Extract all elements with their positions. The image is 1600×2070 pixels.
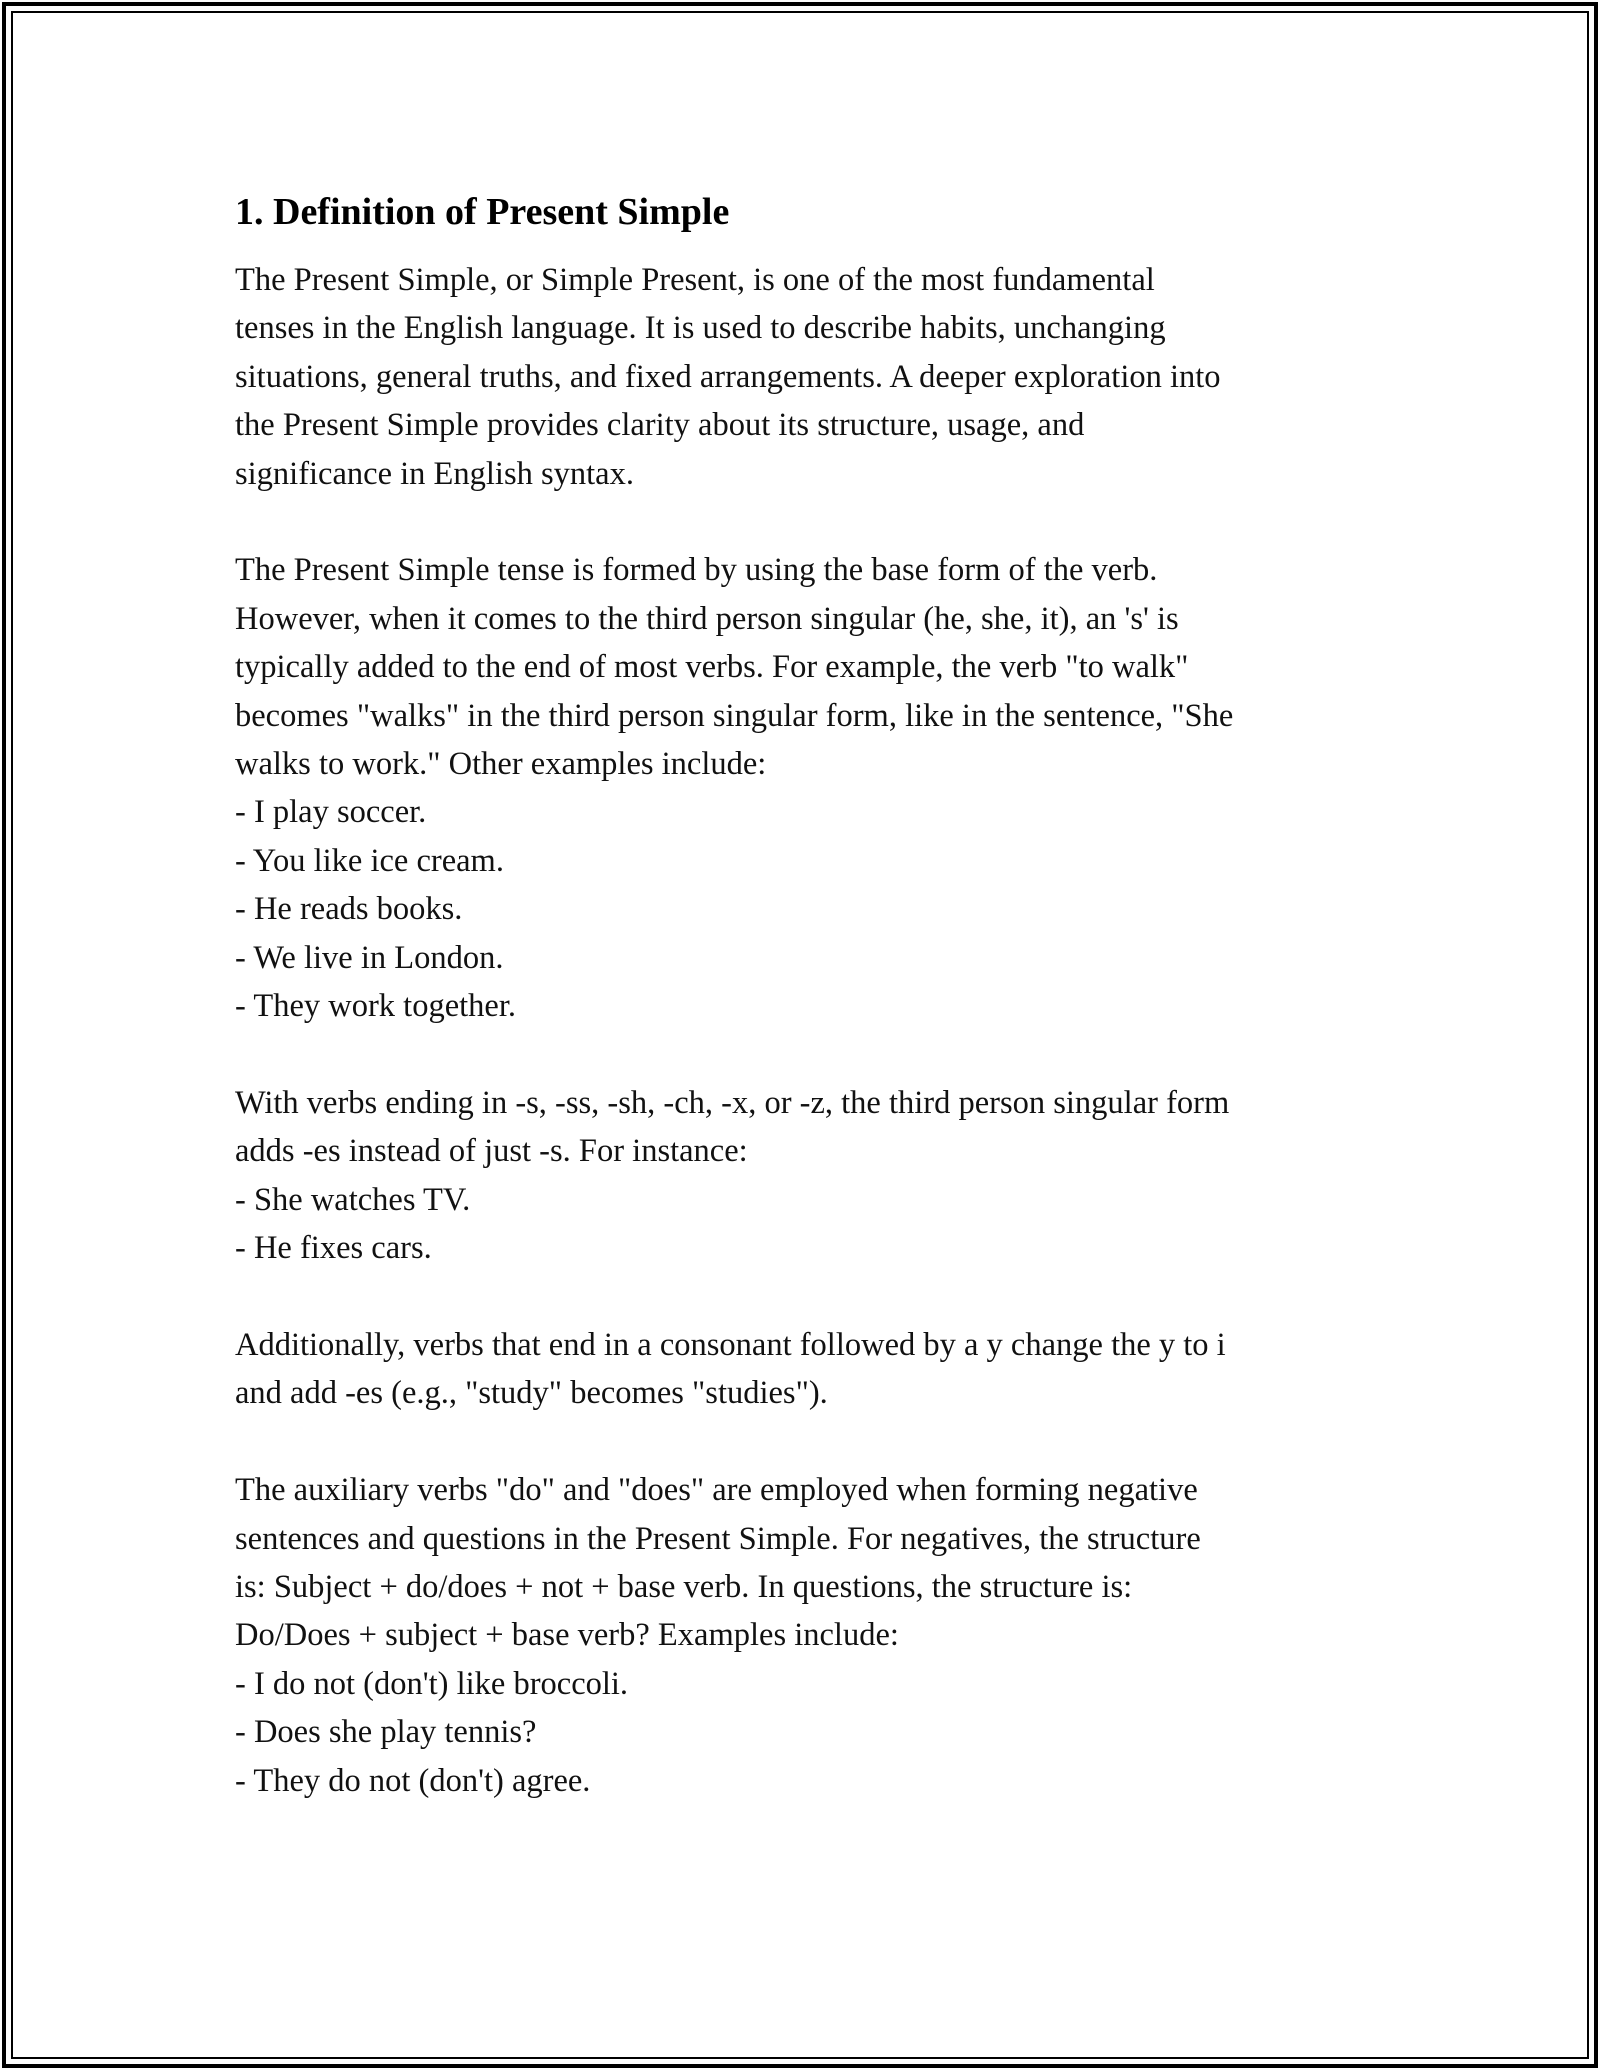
- paragraph-spacer: [235, 1273, 1370, 1321]
- paragraph-formation: The Present Simple tense is formed by using the base form of the verb. However, when it comes to the third person singular (he, she, it), an 's' is typically added to the end of most verbs. For example, the verb "to walk" becomes "walks" in the third person singular form, like in the sentence, "She walks to work." Other examples include: - I play soccer. - You like ice cream. - He reads books. - We live in London. - They work together.: [235, 552, 1234, 1025]
- paragraph-es-endings: With verbs ending in -s, -ss, -sh, -ch, -x, or -z, the third person singular form adds -es instead of just -s. For instance: - She watches TV. - He fixes cars.: [235, 1084, 1230, 1267]
- paragraph-auxiliary-verbs: The auxiliary verbs "do" and "does" are employed when forming negative sentences and questions in the Present Simple. For negatives, the structure is: Subject + do/does + not + base verb. In questions, the structure is: Do/Does + subject + base verb? Examples include: - I do not (don't) like broccoli. - Does she play tennis? - They do not (don't) agree.: [235, 1472, 1201, 1799]
- paragraph-y-endings: Additionally, verbs that end in a consonant followed by a y change the y to i and add -es (e.g., "study" becomes "studies").: [235, 1326, 1226, 1412]
- paragraph-definition: The Present Simple, or Simple Present, is one of the most fundamental tenses in the English language. It is used to describe habits, unchanging situations, general truths, and fixed arrangements. A deeper exploration into the Present Simple provides clarity about its structure, usage, and significance in English syntax.: [235, 262, 1221, 492]
- section-title: 1. Definition of Present Simple: [235, 191, 730, 233]
- paragraph-spacer: [235, 1418, 1370, 1466]
- paragraph-spacer: [235, 498, 1370, 546]
- document-body: [235, 186, 1370, 1805]
- paragraph-spacer: [235, 1030, 1370, 1078]
